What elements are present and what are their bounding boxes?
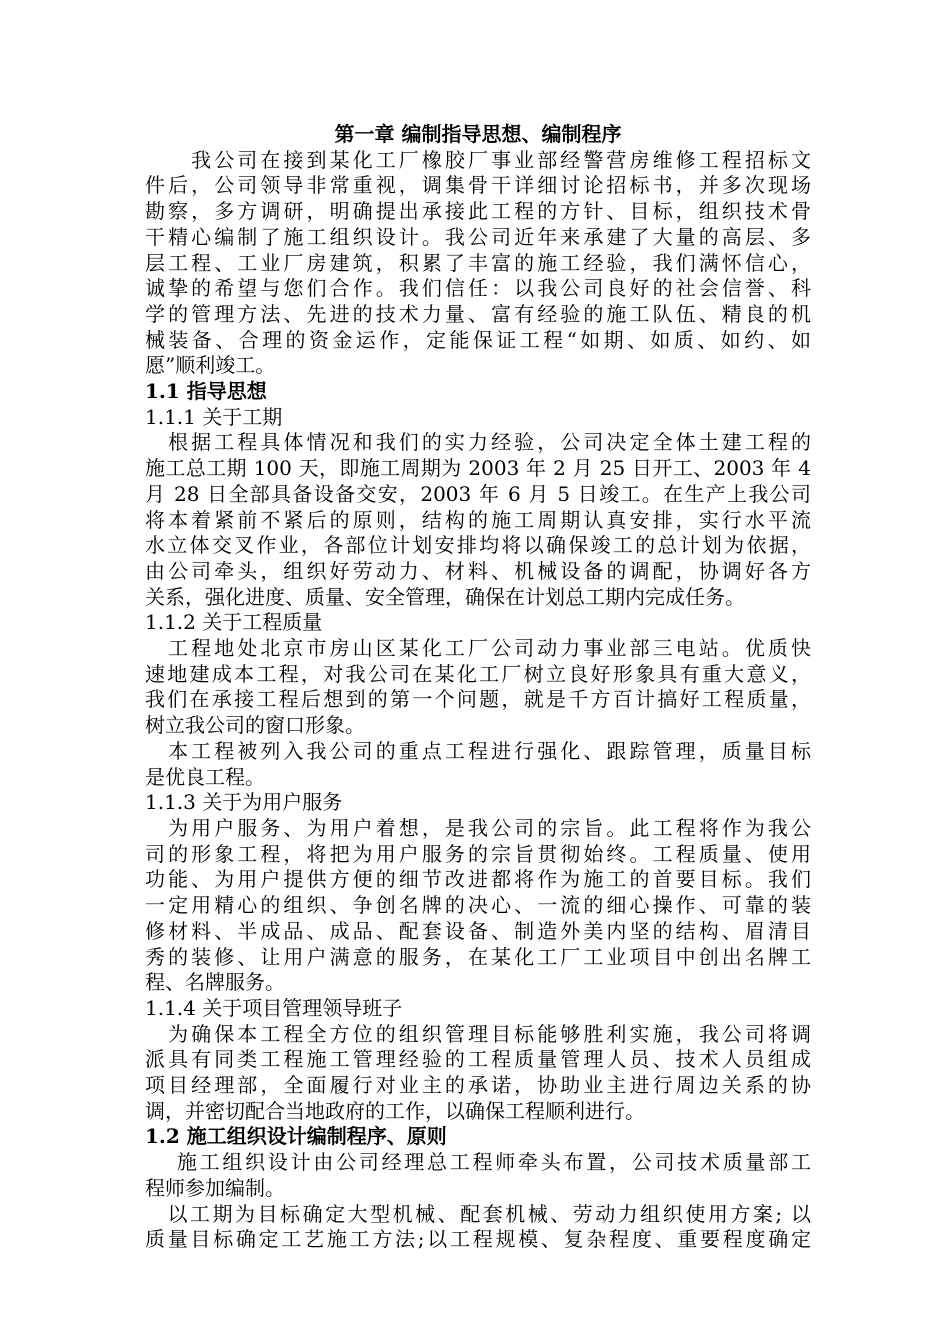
document-page [145,122,811,1253]
subsection-heading-1-1-2: 1.1.2 关于工程质量 [145,610,323,635]
quality-paragraph [145,636,811,739]
text-line: 项目经理部，全面履行对业主的承诺，协助业主进行周边关系的协 [145,1073,811,1098]
principle-paragraph [145,1202,811,1253]
text-line: 树立我公司的窗口形象。 [145,713,365,738]
text-line: 层工程、工业厂房建筑，积累了丰富的施工经验，我们满怀信心， [145,250,811,275]
text-line: 施工总工期 100 天，即施工周期为 2003 年 2 月 25 日开工、2003 年 4 [145,456,811,481]
service-paragraph [145,816,811,996]
text-line: 速地建成本工程，对我公司在某化工厂树立良好形象具有重大意义， [145,661,811,686]
text-line: 一定用精心的组织、争创名牌的决心、一流的细心操作、可靠的装 [145,893,811,918]
text-line: 派具有同类工程施工管理经验的工程质量管理人员、技术人员组成 [145,1047,811,1072]
text-line: 施工组织设计由公司经理总工程师牵头布置，公司技术质量部工 [145,1150,811,1175]
text-line: 我公司在接到某化工厂橡胶厂事业部经警营房维修工程招标文 [145,147,811,172]
management-paragraph [145,1022,811,1125]
text-line: 是优良工程。 [145,764,265,789]
text-line: 为确保本工程全方位的组织管理目标能够胜利实施，我公司将调 [145,1021,811,1046]
chapter-title: 第一章 编制指导思想、编制程序 [334,122,622,146]
section-heading-1-2: 1.2 施工组织设计编制程序、原则 [145,1124,447,1149]
text-line: 将本着紧前不紧后的原则，结构的施工周期认真安排，实行水平流 [145,507,811,532]
text-line: 司的形象工程，将把为用户服务的宗旨贯彻始终。工程质量、使用 [145,841,811,866]
text-line: 程、名牌服务。 [145,970,285,995]
text-line: 调，并密切配合当地政府的工作，以确保工程顺利进行。 [145,1098,645,1123]
text-line: 由公司牵头，组织好劳动力、材料、机械设备的调配，协调好各方 [145,558,811,583]
subsection-heading-1-1-1: 1.1.1 关于工期 [145,404,283,429]
text-line: 程师参加编制。 [145,1175,285,1200]
text-line: 工程地处北京市房山区某化工厂公司动力事业部三电站。优质快 [145,636,811,661]
subsection-heading-1-1-3: 1.1.3 关于为用户服务 [145,790,343,815]
text-line: 修材料、半成品、成品、配套设备、制造外美内坚的结构、眉清目 [145,918,811,943]
text-line: 件后，公司领导非常重视，调集骨干详细讨论招标书，并多次现场 [145,173,811,198]
text-line: 关系，强化进度、质量、安全管理，确保在计划总工期内完成任务。 [145,584,745,609]
text-line: 学的管理方法、先进的技术力量、富有经验的施工队伍、精良的机 [145,301,811,326]
text-line: 我们在承接工程后想到的第一个问题，就是千方百计搞好工程质量， [145,687,811,712]
subsection-heading-1-1-4: 1.1.4 关于项目管理领导班子 [145,995,403,1020]
text-line: 勘察，多方调研，明确提出承接此工程的方针、目标，组织技术骨 [145,199,811,224]
schedule-paragraph [145,430,811,610]
text-line: 秀的装修、让用户满意的服务，在某化工厂工业项目中创出名牌工 [145,944,811,969]
text-line: 水立体交叉作业，各部位计划安排均将以确保竣工的总计划为依据， [145,533,811,558]
text-line: 月 28 日全部具备设备交安，2003 年 6 月 5 日竣工。在生产上我公司 [145,481,811,506]
text-line: 诚挚的希望与您们合作。我们信任：以我公司良好的社会信誉、科 [145,276,811,301]
text-line: 根据工程具体情况和我们的实力经验，公司决定全体土建工程的 [145,430,811,455]
text-line: 质量目标确定工艺施工方法;以工程规模、复杂程度、重要程度确定 [145,1227,811,1252]
quality-goal-paragraph [145,739,811,790]
intro-paragraph [145,148,811,379]
text-line: 功能、为用户提供方便的细节改进都将作为施工的首要目标。我们 [145,867,811,892]
text-line: 愿”顺利竣工。 [145,353,276,378]
text-line: 械装备、合理的资金运作，定能保证工程“如期、如质、如约、如 [145,327,811,352]
text-line: 为用户服务、为用户着想，是我公司的宗旨。此工程将作为我公 [145,815,811,840]
text-line: 干精心编制了施工组织设计。我公司近年来承建了大量的高层、多 [145,224,811,249]
text-line: 以工期为目标确定大型机械、配套机械、劳动力组织使用方案; 以 [145,1201,811,1226]
text-line: 本工程被列入我公司的重点工程进行强化、跟踪管理，质量目标 [145,738,811,763]
section-heading-1-1: 1.1 指导思想 [145,379,267,404]
procedure-paragraph [145,1150,811,1201]
